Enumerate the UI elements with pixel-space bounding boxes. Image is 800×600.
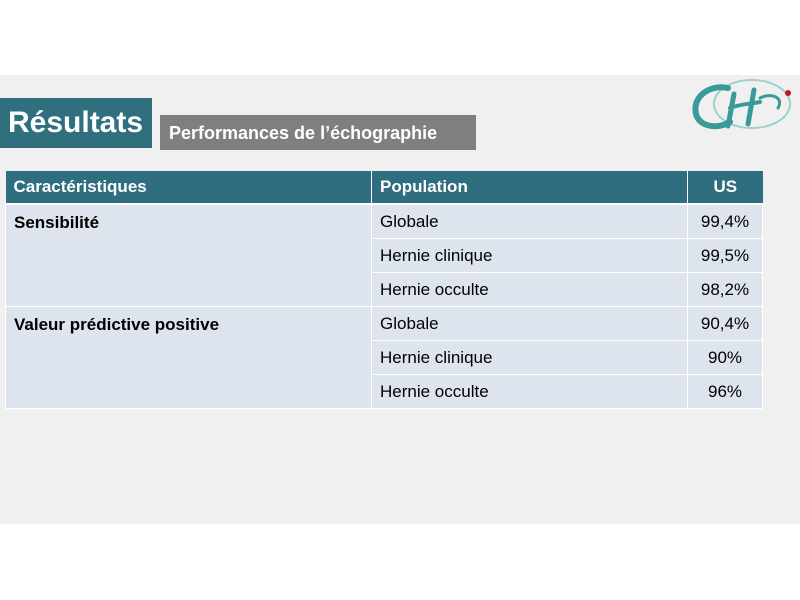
characteristic-cell: Sensibilité: [6, 204, 372, 307]
header-population: Population: [372, 171, 688, 204]
characteristic-cell: Valeur prédictive positive: [6, 307, 372, 409]
population-cell: Globale: [372, 204, 688, 239]
population-cell: Globale: [372, 307, 688, 341]
us-value-cell: 96%: [688, 375, 763, 409]
population-cell: Hernie clinique: [372, 341, 688, 375]
us-value-cell: 90%: [688, 341, 763, 375]
population-cell: Hernie occulte: [372, 375, 688, 409]
population-cell: Hernie occulte: [372, 273, 688, 307]
slide-subtitle: Performances de l’échographie: [160, 115, 476, 150]
table-row: [6, 307, 763, 341]
ch-logo-icon: [688, 76, 798, 138]
header-us: US: [688, 171, 763, 204]
table-header-row: [6, 171, 763, 204]
us-value-cell: 98,2%: [688, 273, 763, 307]
us-value-cell: 99,5%: [688, 239, 763, 273]
header-characteristics: Caractéristiques: [6, 171, 372, 204]
us-value-cell: 90,4%: [688, 307, 763, 341]
slide-title: Résultats: [0, 98, 152, 148]
table-row: [6, 204, 763, 239]
population-cell: Hernie clinique: [372, 239, 688, 273]
results-table: [5, 171, 763, 409]
us-value-cell: 99,4%: [688, 204, 763, 239]
